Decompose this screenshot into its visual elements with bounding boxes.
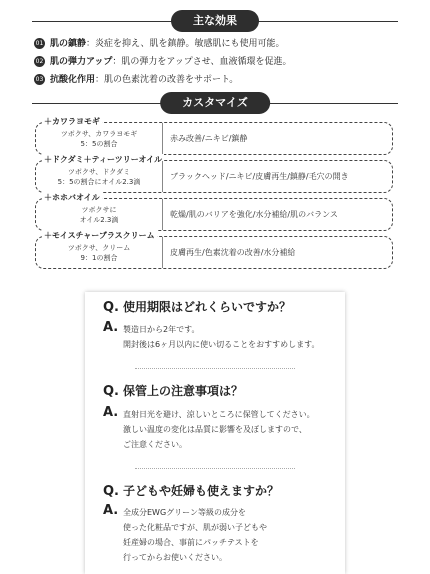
custom-effect: 乾燥/肌のバリアを強化/水分補給/肌のバランス bbox=[170, 210, 338, 219]
a-mark: A. bbox=[103, 405, 119, 420]
recipe-line: ツボクサに bbox=[81, 205, 117, 214]
answer-line: 妊産婦の場合、事前にパッチテストを bbox=[123, 538, 259, 547]
custom-title: カスタマイズ bbox=[160, 92, 270, 114]
question-text: 子どもや妊婦も使えますか？ bbox=[123, 484, 280, 498]
answer-line: 使った化粧品ですが、肌が弱い子どもや bbox=[123, 523, 267, 532]
custom-effect: ブラックヘッド/ニキビ/皮膚再生/鎮静/毛穴の開き bbox=[170, 172, 349, 181]
answer-line: 全成分EWGグリーン等級の成分を bbox=[123, 508, 247, 517]
recipe-line: ツボクサ、ドクダミ bbox=[67, 167, 131, 176]
custom-item bbox=[35, 117, 393, 155]
answer-line: 開封後は6ヶ月以内に使い切ることをおすすめします。 bbox=[123, 340, 320, 349]
faq-separator bbox=[135, 468, 295, 469]
custom-recipe bbox=[36, 237, 163, 268]
effect-item bbox=[34, 56, 291, 68]
faq-question bbox=[103, 382, 243, 399]
custom-label: ＋ドクダミ＋ティーツリーオイル bbox=[44, 155, 163, 164]
q-mark: Q. bbox=[103, 484, 119, 499]
custom-item bbox=[35, 155, 393, 193]
faq-separator bbox=[135, 368, 295, 369]
number-badge: 01 bbox=[35, 40, 44, 47]
a-mark: A. bbox=[103, 503, 119, 518]
faq-answer bbox=[103, 505, 267, 565]
answer-line: 激しい温度の変化は品質に影響を及ぼしますので、 bbox=[123, 425, 307, 434]
answer-line: 製造日から2年です。 bbox=[123, 325, 200, 334]
recipe-line: 5：5の割合 bbox=[80, 139, 118, 148]
q-mark: Q. bbox=[103, 300, 119, 315]
custom-recipe bbox=[36, 199, 163, 230]
effect-desc: ：肌の色素沈着の改善をサポート。 bbox=[95, 75, 239, 85]
custom-header bbox=[0, 92, 430, 114]
effect-desc: ：肌の弾力をアップさせ、血液循環を促進。 bbox=[112, 57, 292, 67]
number-badge: 02 bbox=[35, 58, 44, 65]
custom-item bbox=[35, 231, 393, 269]
custom-recipe bbox=[36, 123, 163, 154]
recipe-line: 9：1の割合 bbox=[80, 253, 118, 262]
faq-answer bbox=[103, 407, 315, 452]
a-mark: A. bbox=[103, 320, 119, 335]
custom-effect: 皮膚再生/色素沈着の改善/水分補給 bbox=[170, 248, 296, 257]
custom-label: ＋モイスチャーブラスクリーム bbox=[44, 231, 155, 240]
q-mark: Q. bbox=[103, 384, 119, 399]
custom-effect: 赤み改善/ニキビ/鎮静 bbox=[170, 134, 248, 143]
custom-recipe bbox=[36, 161, 163, 192]
faq-answer bbox=[103, 322, 320, 352]
faq-question bbox=[103, 482, 279, 499]
number-badge: 03 bbox=[35, 76, 44, 83]
recipe-line: ツボクサ、カワラヨモギ bbox=[60, 129, 138, 138]
effects-title: 主な効果 bbox=[171, 10, 259, 32]
effect-title: 肌の鎮静 bbox=[50, 39, 87, 49]
recipe-line: オイル2.3滴 bbox=[79, 215, 119, 224]
effect-item bbox=[34, 74, 238, 86]
effect-title: 肌の弾力アップ bbox=[50, 57, 113, 67]
effects-header bbox=[0, 10, 430, 32]
custom-item bbox=[35, 193, 393, 231]
question-text: 保管上の注意事項は？ bbox=[123, 384, 244, 398]
effect-desc: ：炎症を抑え、肌を鎮静。敏感肌にも使用可能。 bbox=[86, 39, 285, 49]
effect-title: 抗酸化作用 bbox=[50, 75, 96, 85]
faq-card bbox=[85, 292, 345, 574]
recipe-line: ツボクサ、クリーム bbox=[67, 243, 131, 252]
recipe-line: 5：5の割合にオイル2.3滴 bbox=[57, 177, 141, 186]
effect-item bbox=[34, 38, 285, 50]
faq-question bbox=[103, 298, 291, 315]
answer-line: ご注意ください。 bbox=[123, 440, 187, 449]
answer-line: 直射日光を避け、涼しいところに保管してください。 bbox=[123, 410, 315, 419]
custom-label: ＋カワラヨモギ bbox=[44, 117, 100, 126]
answer-line: 行ってからお使いください。 bbox=[123, 553, 227, 562]
custom-label: ＋ホホバオイル bbox=[44, 193, 100, 202]
question-text: 使用期限はどれくらいですか？ bbox=[123, 300, 292, 314]
